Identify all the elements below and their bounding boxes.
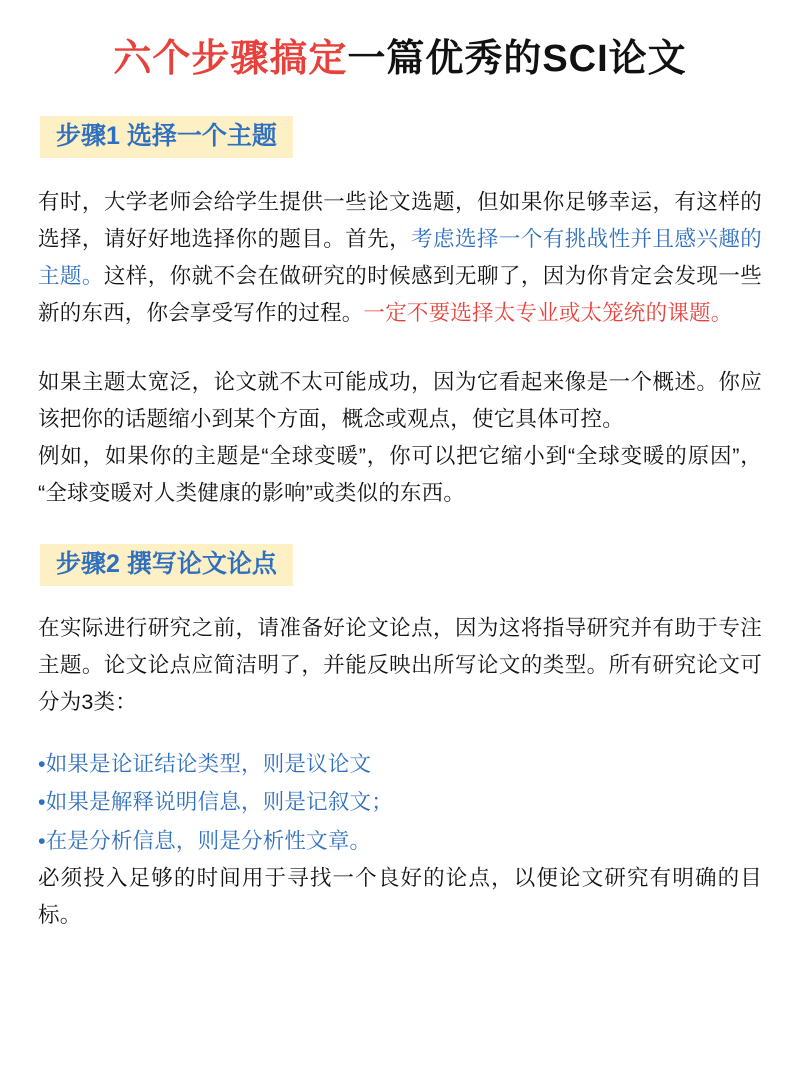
section-2-heading: 步骤2 撰写论文论点 xyxy=(40,544,293,587)
list-item: •在是分析信息，则是分析性文章。 xyxy=(38,828,372,853)
page-title-black-part: 一篇优秀的SCI论文 xyxy=(347,38,687,80)
section-1-paragraph-3: 例如，如果你的主题是“全球变暖”，你可以把它缩小到“全球变暖的原因”，“全球变暖对人类健康的影响”或类似的东西。 xyxy=(38,443,762,505)
section-1-p1-run-3: 这样，你就不会在做研究的时候感到无聊了，因为你肯定会发现一些新的东西，你会享受写作的过程。 xyxy=(38,263,762,325)
section-2 xyxy=(40,518,762,597)
section-1 xyxy=(40,90,762,169)
paragraph-spacer xyxy=(38,338,762,364)
section-2-paragraph-2: 必须投入足够的时间用于寻找一个良好的论点，以便论文研究有明确的目标。 xyxy=(38,865,762,927)
section-1-p1-highlight-red: 一定不要选择太专业或太笼统的课题。 xyxy=(363,300,733,325)
section-1-paragraph-2: 如果主题太宽泛，论文就不太可能成功，因为它看起来像是一个概述。你应该把你的话题缩小到某个方面，概念或观点，使它具体可控。 xyxy=(38,369,762,431)
section-2-paragraph-1: 在实际进行研究之前，请准备好论文论点，因为这将指导研究并有助于专注主题。论文论点应简洁明了，并能反映出所写论文的类型。所有研究论文可分为3类： xyxy=(38,616,762,715)
page-title-red-part: 六个步骤搞定 xyxy=(113,38,348,80)
section-1-p1-run-1: 有时，大学老师会给学生提供一些论文选题，但如果你足够幸运，有这样的选择，请好好地选择你的题目。首先， xyxy=(38,190,762,251)
list-item: •如果是论证结论类型，则是议论文 xyxy=(38,752,372,777)
list-spacer xyxy=(38,727,762,745)
section-1-paragraph-1 xyxy=(38,184,762,332)
section-1-heading: 步骤1 选择一个主题 xyxy=(40,116,293,159)
list-item: •如果是解释说明信息，则是记叙文； xyxy=(38,790,393,815)
section-2-bullet-list xyxy=(38,745,762,860)
section-1-p1-highlight-blue: 考虑选择一个有挑战性并且感兴趣的主题。 xyxy=(38,226,762,288)
page-title xyxy=(38,36,762,84)
